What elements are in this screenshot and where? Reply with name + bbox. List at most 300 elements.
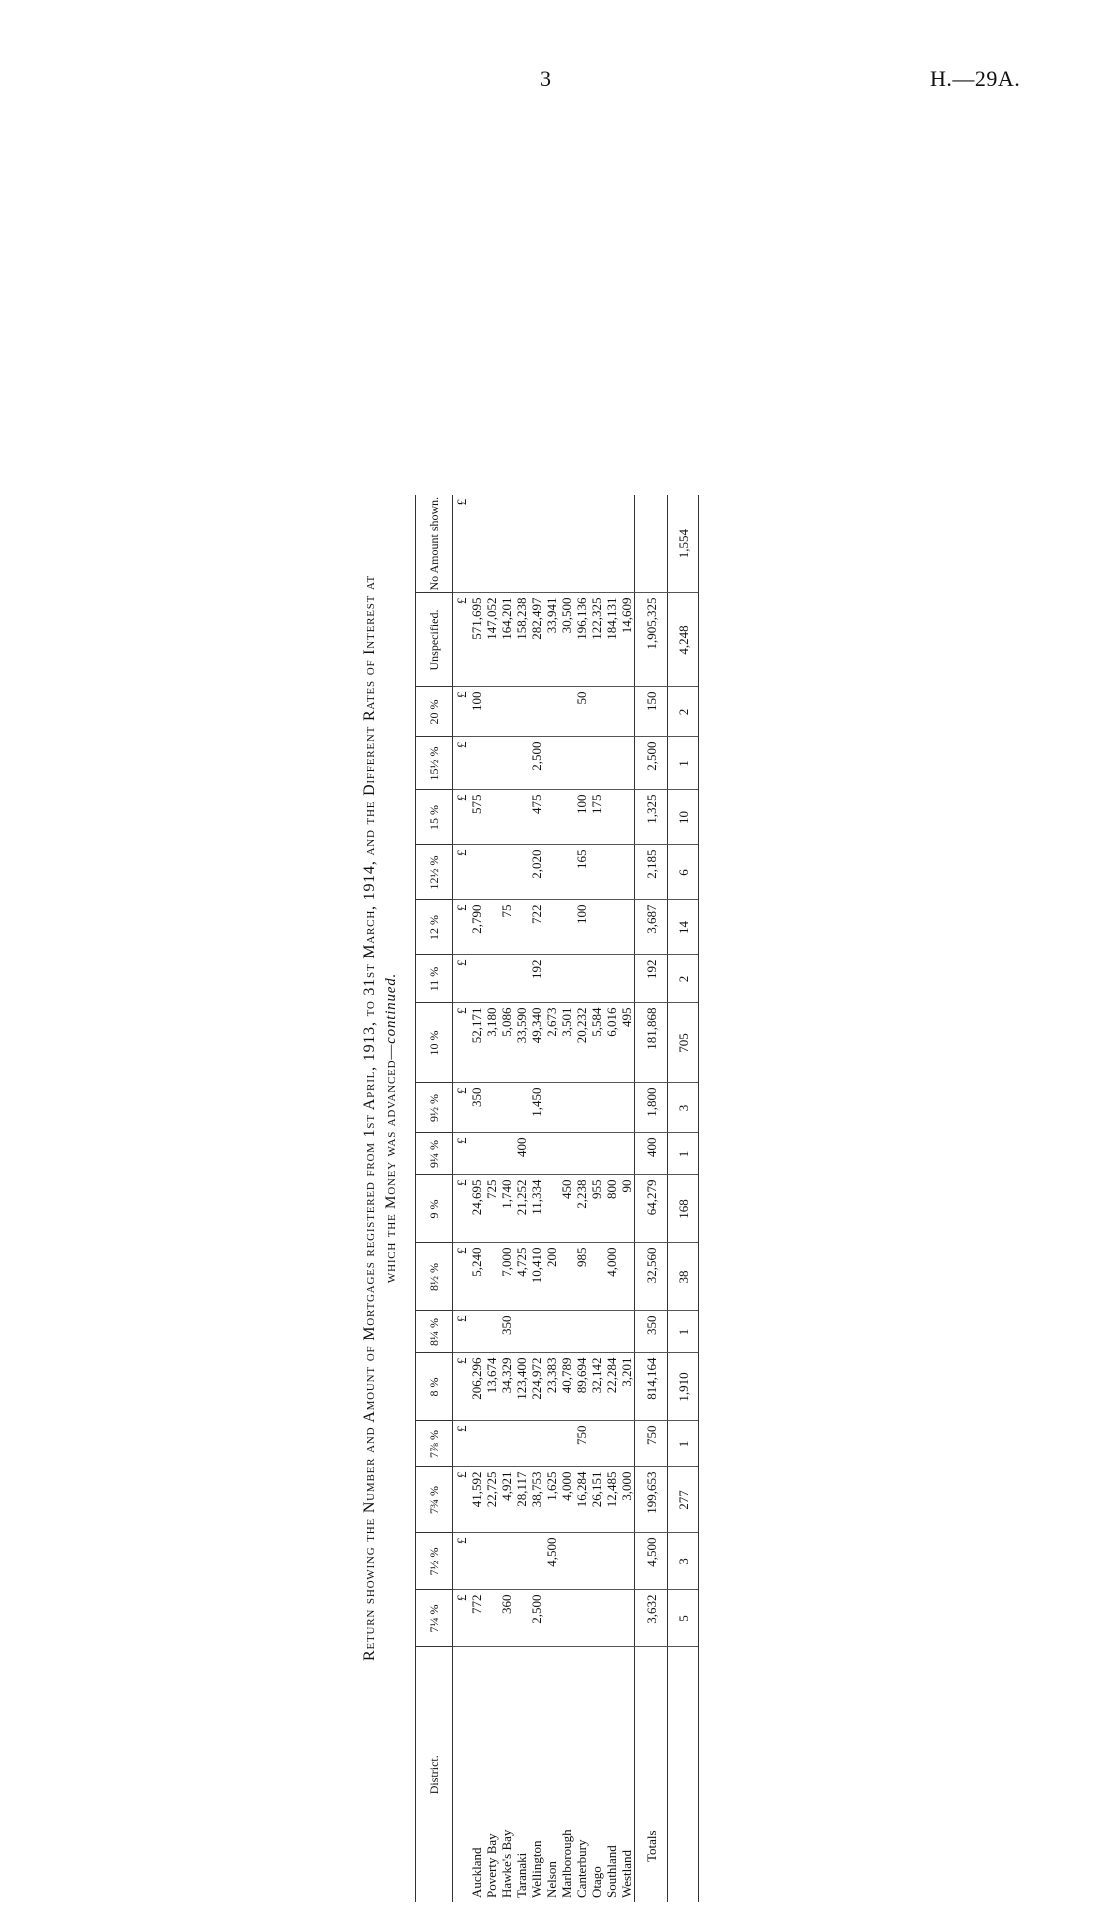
table-cell: 100 [574,900,589,955]
table-cell: 2,673 [544,1003,559,1083]
column-header: 8 % [416,1353,453,1421]
table-cell: 89,694 [574,1353,589,1421]
table-cell: 282,497 [529,593,544,687]
district-name: Canterbury [574,1839,589,1898]
unit-cell: £ [453,1353,470,1421]
count-cell: 705 [668,1003,699,1083]
unit-cell: £ [453,1467,470,1533]
table-cell: 571,695 [469,593,484,687]
table-cell [574,1133,589,1175]
table-cell: 3,180 [484,1003,499,1083]
table-cell: 123,400 [514,1353,529,1421]
table-cell [589,1243,604,1311]
table-cell [559,845,574,900]
table-cell [589,845,604,900]
total-cell: 192 [635,955,668,1003]
column-header: 11 % [416,955,453,1003]
table-cell [469,955,484,1003]
table-row [544,495,559,1902]
table-cell: 475 [529,790,544,845]
table-cell [604,790,619,845]
table-cell: 16,284 [574,1467,589,1533]
table-cell [604,845,619,900]
table-cell [619,845,635,900]
table-cell: 200 [544,1243,559,1311]
column-header: 9½ % [416,1083,453,1133]
unit-cell: £ [453,845,470,900]
table-cell: 360 [499,1590,514,1647]
table-cell [544,687,559,737]
table-cell [529,1133,544,1175]
unit-cell: £ [453,790,470,845]
table-cell [499,955,514,1003]
table-cell [604,1421,619,1467]
table-cell [499,1421,514,1467]
count-cell: 4,248 [668,593,699,687]
table-cell [484,1533,499,1590]
table-cell [514,790,529,845]
table-cell: 985 [574,1243,589,1311]
table-cell [484,1421,499,1467]
table-cell [574,1533,589,1590]
total-cell: 1,905,325 [635,593,668,687]
district-name: Auckland [469,1847,484,1898]
table-cell [589,1590,604,1647]
table-cell: 450 [559,1175,574,1243]
table-cell [544,1590,559,1647]
table-cell [589,1533,604,1590]
table-cell [604,1590,619,1647]
table-cell [529,687,544,737]
unit-cell: £ [453,495,470,593]
table-cell [559,790,574,845]
column-header: 7¼ % [416,1590,453,1647]
table-cell [574,955,589,1003]
table-cell: 4,725 [514,1243,529,1311]
total-cell: 4,500 [635,1533,668,1590]
table-cell: 34,329 [499,1353,514,1421]
table-cell [574,1590,589,1647]
table-cell: 350 [469,1083,484,1133]
table-cell [604,900,619,955]
table-cell [559,495,574,593]
total-cell: 814,164 [635,1353,668,1421]
table-cell [484,790,499,845]
table-cell: 196,136 [574,593,589,687]
table-cell: 21,252 [514,1175,529,1243]
table-cell [604,737,619,790]
table-cell: 164,201 [499,593,514,687]
table-cell: 20,232 [574,1003,589,1083]
table-cell [574,1083,589,1133]
table-cell: 5,584 [589,1003,604,1083]
table-cell: 955 [589,1175,604,1243]
district-name: Wellington [529,1840,544,1898]
table-cell: 800 [604,1175,619,1243]
page-code: H.—29A. [930,66,1021,91]
unit-cell: £ [453,1533,470,1590]
table-cell [544,900,559,955]
table-cell [544,1421,559,1467]
total-cell: 400 [635,1133,668,1175]
table-cell: 3,000 [619,1467,635,1533]
table-cell [619,1133,635,1175]
table-cell: 14,609 [619,593,635,687]
total-cell: 1,800 [635,1083,668,1133]
table-cell: 38,753 [529,1467,544,1533]
table-cell [619,1421,635,1467]
table-cell [544,1083,559,1133]
table-cell [499,495,514,593]
table-cell: 33,590 [514,1003,529,1083]
column-header: 12½ % [416,845,453,900]
table-cell [499,1083,514,1133]
table-cell [544,845,559,900]
unit-cell: £ [453,1003,470,1083]
table-cell [514,845,529,900]
table-cell [544,1175,559,1243]
count-cell: 3 [668,1083,699,1133]
table-cell [619,1533,635,1590]
table-cell [499,737,514,790]
table-cell: 1,625 [544,1467,559,1533]
column-header: 15 % [416,790,453,845]
table-cell [589,687,604,737]
table-cell [514,687,529,737]
table-cell [559,1590,574,1647]
table-cell [484,495,499,593]
table-cell [619,955,635,1003]
count-cell: 5 [668,1590,699,1647]
table-cell [544,1133,559,1175]
count-cell: 10 [668,790,699,845]
table-row [589,495,604,1902]
table-cell [484,900,499,955]
table-cell: 3,201 [619,1353,635,1421]
table-cell [514,737,529,790]
table-cell: 165 [574,845,589,900]
table-cell [514,1421,529,1467]
table-cell [559,687,574,737]
table-cell [589,495,604,593]
table-cell [484,1083,499,1133]
column-header: No Amount shown. [416,495,453,593]
table-title: Return showing the Number and Amount of Mortgages registered from 1st April, 1913, to 31st March, 1914, and the Different Rates of Interest at [361,574,378,1662]
table-cell [484,1590,499,1647]
table-cell: 175 [589,790,604,845]
unit-cell: £ [453,1083,470,1133]
column-header: Unspecified. [416,593,453,687]
table-cell [514,1311,529,1353]
table-row [559,495,574,1902]
count-cell: 6 [668,845,699,900]
count-cell: 2 [668,687,699,737]
table-cell [589,1421,604,1467]
table-cell: 22,725 [484,1467,499,1533]
table-cell [469,1133,484,1175]
count-cell: 14 [668,900,699,955]
table-cell [559,1083,574,1133]
count-cell: 1 [668,1133,699,1175]
column-header: 7⅞ % [416,1421,453,1467]
table-row [529,495,544,1902]
table-cell: 1,740 [499,1175,514,1243]
count-cell: 1 [668,1311,699,1353]
unit-spacer [453,1647,470,1902]
table-cell [469,495,484,593]
table-cell [589,1133,604,1175]
table-cell [544,790,559,845]
table-cell [619,1311,635,1353]
unit-cell: £ [453,593,470,687]
table-row [484,495,499,1902]
table-cell [619,495,635,593]
table-cell: 400 [514,1133,529,1175]
unit-cell: £ [453,737,470,790]
unit-cell: £ [453,1133,470,1175]
unit-cell: £ [453,687,470,737]
table-cell [514,495,529,593]
total-cell: 150 [635,687,668,737]
table-cell: 192 [529,955,544,1003]
totals-row [635,495,668,1902]
table-cell: 772 [469,1590,484,1647]
table-cell [514,955,529,1003]
table-cell [619,1243,635,1311]
table-cell: 722 [529,900,544,955]
table-cell: 33,941 [544,593,559,687]
table-cell [469,1533,484,1590]
table-cell: 2,238 [574,1175,589,1243]
table-cell [604,687,619,737]
district-name: Otago [589,1866,604,1898]
table-cell: 725 [484,1175,499,1243]
count-cell: 2 [668,955,699,1003]
table-cell [529,1533,544,1590]
table-cell [619,1083,635,1133]
table-cell [559,955,574,1003]
total-cell: 32,560 [635,1243,668,1311]
table-cell: 100 [469,687,484,737]
column-header: 9¼ % [416,1133,453,1175]
table-cell: 50 [574,687,589,737]
count-cell: 1 [668,1421,699,1467]
unit-cell: £ [453,900,470,955]
total-cell: 3,632 [635,1590,668,1647]
unit-row [453,495,470,1902]
total-cell [635,495,668,593]
table-cell [619,1590,635,1647]
district-name: Marlborough [559,1829,574,1898]
unit-cell: £ [453,1590,470,1647]
table-cell [484,1243,499,1311]
table-cell [529,495,544,593]
page-number: 3 [540,66,551,91]
unit-cell: £ [453,1175,470,1243]
table-cell: 5,086 [499,1003,514,1083]
table-cell: 2,500 [529,1590,544,1647]
table-cell: 4,921 [499,1467,514,1533]
table-cell: 22,284 [604,1353,619,1421]
table-cell [484,845,499,900]
table-cell [589,737,604,790]
district-name: Nelson [544,1861,559,1898]
table-cell [544,955,559,1003]
column-header: 15½ % [416,737,453,790]
table-cell: 184,131 [604,593,619,687]
table-cell [559,1533,574,1590]
table-cell: 158,238 [514,593,529,687]
table-row [604,495,619,1902]
table-row [469,495,484,1902]
table-cell [619,687,635,737]
table-cell [589,1083,604,1133]
table-cell: 41,592 [469,1467,484,1533]
table-cell: 495 [619,1003,635,1083]
counts-spacer [668,1647,699,1902]
table-cell: 4,000 [604,1243,619,1311]
total-cell: 64,279 [635,1175,668,1243]
table-cell [619,900,635,955]
table-cell: 575 [469,790,484,845]
table-cell [544,495,559,593]
table-cell [499,687,514,737]
table-cell [574,737,589,790]
table-subtitle-text: which the Money was advanced— [383,1043,399,1284]
table-cell [619,737,635,790]
count-cell: 1,554 [668,495,699,593]
table-cell [559,1133,574,1175]
count-cell: 1,910 [668,1353,699,1421]
district-name: Poverty Bay [484,1833,499,1898]
total-cell: 2,185 [635,845,668,900]
table-cell: 13,674 [484,1353,499,1421]
table-cell: 750 [574,1421,589,1467]
table-cell [559,1311,574,1353]
count-cell: 38 [668,1243,699,1311]
unit-cell: £ [453,1311,470,1353]
table-cell [544,1311,559,1353]
table-cell [499,1133,514,1175]
table-cell: 1,450 [529,1083,544,1133]
table-cell: 75 [499,900,514,955]
count-cell: 168 [668,1175,699,1243]
column-header: 8¼ % [416,1311,453,1353]
table-cell: 122,325 [589,593,604,687]
table-cell: 2,790 [469,900,484,955]
unit-cell: £ [453,1243,470,1311]
table-cell [604,955,619,1003]
table-cell: 12,485 [604,1467,619,1533]
total-cell: 750 [635,1421,668,1467]
table-cell: 24,695 [469,1175,484,1243]
table-cell: 52,171 [469,1003,484,1083]
table-cell [484,955,499,1003]
table-cell [484,687,499,737]
table-cell: 5,240 [469,1243,484,1311]
table-cell [469,1421,484,1467]
column-header: 7½ % [416,1533,453,1590]
table-cell [529,1421,544,1467]
count-cell: 277 [668,1467,699,1533]
column-header: 8½ % [416,1243,453,1311]
table-cell [544,737,559,790]
table-cell [469,1311,484,1353]
table-row [619,495,635,1902]
total-cell: 181,868 [635,1003,668,1083]
table-cell [559,737,574,790]
table-cell [604,1533,619,1590]
unit-cell: £ [453,955,470,1003]
table-cell: 32,142 [589,1353,604,1421]
table-cell [574,1311,589,1353]
table-cell: 2,020 [529,845,544,900]
mortgage-table [415,495,699,1902]
table-cell [559,1421,574,1467]
total-cell: 1,325 [635,790,668,845]
table-cell [574,495,589,593]
counts-row [668,495,699,1902]
table-cell [499,1533,514,1590]
table-cell: 350 [499,1311,514,1353]
table-cell [484,1133,499,1175]
table-cell [529,1311,544,1353]
table-cell: 28,117 [514,1467,529,1533]
table-row [514,495,529,1902]
district-name: Taranaki [514,1852,529,1898]
table-cell [589,955,604,1003]
total-cell: 350 [635,1311,668,1353]
table-cell [514,900,529,955]
count-cell: 3 [668,1533,699,1590]
table-cell [604,495,619,593]
table-cell [484,1311,499,1353]
table-row [574,495,589,1902]
table-cell: 7,000 [499,1243,514,1311]
table-cell: 40,789 [559,1353,574,1421]
table-cell: 224,972 [529,1353,544,1421]
total-cell: 2,500 [635,737,668,790]
table-cell: 206,296 [469,1353,484,1421]
table-cell [604,1311,619,1353]
table-cell: 23,383 [544,1353,559,1421]
table-cell: 2,500 [529,737,544,790]
table-cell [559,1243,574,1311]
table-cell: 30,500 [559,593,574,687]
table-cell [484,737,499,790]
table-cell: 4,000 [559,1467,574,1533]
table-cell [604,1083,619,1133]
table-cell: 6,016 [604,1003,619,1083]
table-cell [589,1311,604,1353]
table-cell [604,1133,619,1175]
column-header: 7¾ % [416,1467,453,1533]
district-name: Westland [619,1849,634,1898]
table-cell [589,900,604,955]
column-header: 9 % [416,1175,453,1243]
table-cell [469,845,484,900]
unit-cell: £ [453,1421,470,1467]
table-cell: 100 [574,790,589,845]
table-cell: 4,500 [544,1533,559,1590]
continued-label: continued. [383,972,399,1044]
column-header: 10 % [416,1003,453,1083]
table-cell [514,1083,529,1133]
total-cell: 199,653 [635,1467,668,1533]
table-row [499,495,514,1902]
table-cell [559,900,574,955]
table-cell [469,737,484,790]
